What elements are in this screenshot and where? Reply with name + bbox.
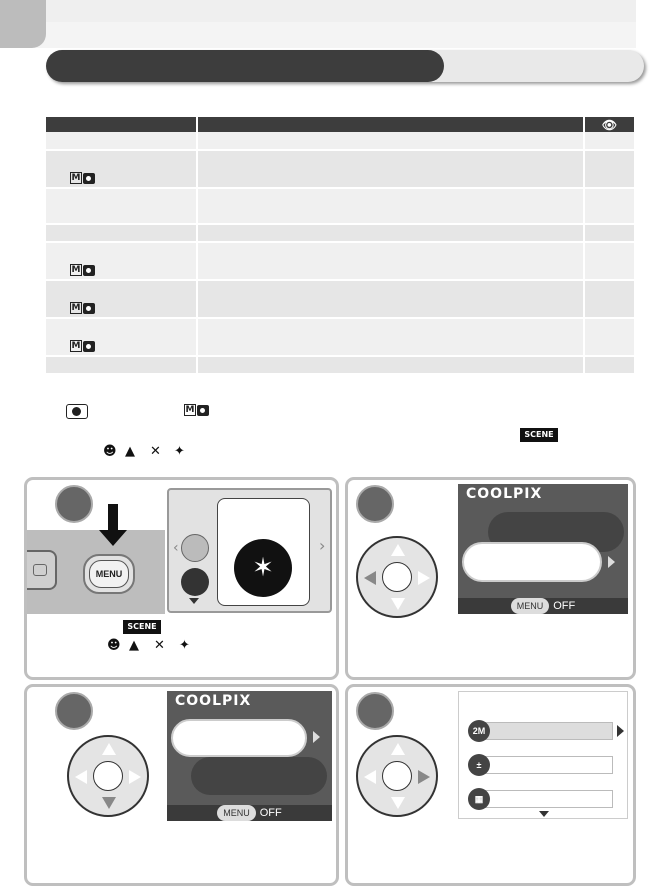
coolpix-menu-screen (167, 691, 332, 821)
camera-icon (197, 405, 209, 416)
mode-icons (70, 172, 95, 184)
mode-icons (184, 404, 209, 416)
menu-row-option[interactable] (473, 790, 613, 808)
menu-option-icon: ▦ (468, 788, 490, 810)
off-label: OFF (259, 807, 282, 819)
step-panel-4 (345, 684, 636, 886)
sports-icon: ✕ (154, 638, 165, 653)
table-row (46, 280, 634, 318)
landscape-icon: ▲ (129, 638, 139, 653)
party-scene-icon: ✶ (234, 539, 292, 597)
portrait-icon: ☻ (103, 444, 117, 459)
manual-mode-icon: M (185, 405, 195, 415)
down-arrow-icon (108, 504, 118, 532)
camera-icon (83, 341, 95, 352)
landscape-icon: ▲ (125, 444, 135, 459)
menu-key: MENU (511, 598, 550, 614)
camera-icon (83, 303, 95, 314)
chevron-right-icon: › (319, 536, 326, 555)
ok-button[interactable] (93, 761, 123, 791)
chevron-left-icon: ‹ (173, 540, 179, 556)
screen-footer (458, 598, 628, 614)
scene-thumb-icon (181, 534, 209, 562)
table-row (46, 132, 634, 150)
menu-key: MENU (217, 805, 256, 821)
brand-header: COOLPIX (466, 486, 543, 502)
step-number-1 (55, 485, 93, 523)
table-row (46, 224, 634, 242)
step-panel-3 (24, 684, 339, 886)
brand-header: COOLPIX (175, 693, 252, 709)
menu-button[interactable]: MENU (89, 560, 129, 588)
table-row (46, 356, 634, 374)
scene-thumb-icon (181, 568, 209, 596)
manual-mode-icon: M (71, 303, 81, 313)
chevron-right-icon (608, 556, 615, 568)
step-panel-1 (24, 477, 339, 680)
shooting-menu-screen (458, 691, 628, 819)
step-number-3 (55, 692, 93, 730)
scene-icon: SCENE (520, 428, 558, 442)
col-header-page (584, 117, 634, 132)
col-header-description (197, 117, 584, 132)
mode-icons (70, 264, 95, 276)
manual-mode-icon: M (71, 341, 81, 351)
manual-mode-icon: M (71, 265, 81, 275)
ok-button[interactable] (382, 562, 412, 592)
table-row (46, 318, 634, 356)
manual-mode-icon: M (71, 173, 81, 183)
multi-selector[interactable] (356, 536, 438, 618)
chapter-tab (0, 0, 46, 48)
sports-icon: ✕ (150, 444, 161, 459)
section-title-bar (46, 50, 644, 82)
screen-footer (167, 805, 332, 821)
menu-row-image-size[interactable] (473, 722, 613, 740)
section-title-dark (46, 50, 444, 82)
image-size-icon: 2M (468, 720, 490, 742)
down-arrow-head-icon (99, 530, 127, 546)
step-number-4 (356, 692, 394, 730)
exposure-compensation-icon: ± (468, 754, 490, 776)
top-header-bar (0, 0, 636, 22)
eye-icon: 👁 (601, 117, 618, 132)
camera-icon (83, 265, 95, 276)
camera-icon (83, 173, 95, 184)
menu-row-exposure[interactable] (473, 756, 613, 774)
night-portrait-icon: ✦ (179, 638, 190, 653)
auto-mode-icon (66, 404, 88, 419)
step-panel-2 (345, 477, 636, 680)
chevron-down-icon (539, 811, 549, 817)
multi-selector[interactable] (67, 735, 149, 817)
menu-option-pill-selected[interactable] (171, 719, 307, 757)
mode-icons (70, 340, 95, 352)
night-portrait-icon: ✦ (174, 444, 185, 459)
ok-button[interactable] (382, 761, 412, 791)
chevron-right-icon (313, 731, 320, 743)
coolpix-menu-screen (458, 484, 628, 614)
col-header-option (46, 117, 197, 132)
multi-selector[interactable] (356, 735, 438, 817)
menu-option-pill[interactable] (191, 757, 327, 795)
menu-option-pill-selected[interactable] (462, 542, 602, 582)
scene-selection-frame (217, 498, 310, 606)
mode-icons (70, 302, 95, 314)
portrait-icon: ☻ (107, 638, 121, 653)
step-number-2 (356, 485, 394, 523)
menu-options-table (46, 117, 634, 375)
camera-body-illustration (27, 530, 165, 614)
chevron-right-icon (617, 725, 624, 737)
top-header-band (0, 22, 636, 48)
scene-menu-screen (167, 488, 332, 613)
table-row (46, 150, 634, 188)
chevron-down-icon (189, 598, 199, 604)
off-label: OFF (553, 600, 576, 612)
scene-icon: SCENE (123, 620, 161, 634)
table-row (46, 242, 634, 280)
table-row (46, 188, 634, 224)
table-header-row (46, 117, 634, 132)
